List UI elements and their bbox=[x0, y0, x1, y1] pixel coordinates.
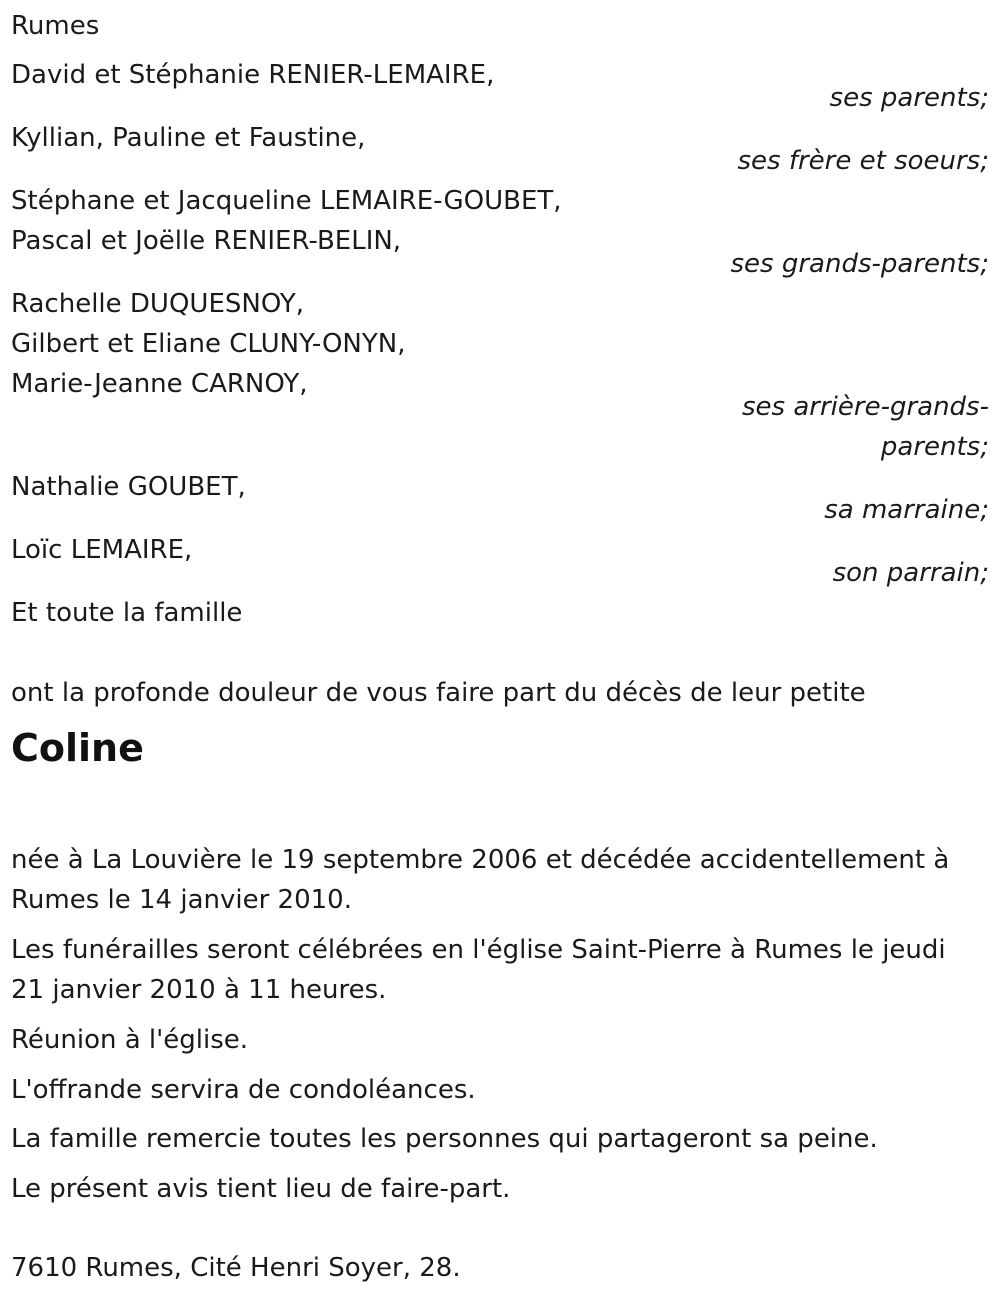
offering-line: L'offrande servira de condoléances. bbox=[11, 1075, 476, 1105]
closing-family-line: Et toute la famille bbox=[11, 598, 243, 628]
funeral-paragraph: Les funérailles seront célébrées en l'église Saint-Pierre à Rumes le jeudi 21 janvier 2010 à 11 heures. bbox=[11, 935, 946, 1005]
family-role-parents: ses parents; bbox=[829, 83, 989, 113]
notice-line: Le présent avis tient lieu de faire-part. bbox=[11, 1174, 511, 1204]
family-role-great-grandparents-line1: ses arrière-grands- bbox=[742, 392, 989, 422]
family-role-godfather: son parrain; bbox=[832, 558, 989, 588]
family-role-godmother: sa marraine; bbox=[824, 495, 989, 525]
deceased-name: Coline bbox=[11, 726, 144, 770]
family-name-line: Marie-Jeanne CARNOY, bbox=[11, 369, 308, 399]
family-role-siblings: ses frère et soeurs; bbox=[737, 146, 989, 176]
birth-death-paragraph: née à La Louvière le 19 septembre 2006 et décédée accidentellement à Rumes le 14 janvier 2010. bbox=[11, 845, 950, 915]
family-name-line: Kyllian, Pauline et Faustine, bbox=[11, 123, 366, 153]
address-line: 7610 Rumes, Cité Henri Soyer, 28. bbox=[11, 1253, 461, 1283]
family-name-line: Loïc LEMAIRE, bbox=[11, 535, 193, 565]
location-heading: Rumes bbox=[11, 11, 100, 41]
family-name-line: Pascal et Joëlle RENIER-BELIN, bbox=[11, 226, 402, 256]
family-name-line: Stéphane et Jacqueline LEMAIRE-GOUBET, bbox=[11, 186, 562, 216]
family-role-grandparents: ses grands-parents; bbox=[730, 249, 989, 279]
reunion-line: Réunion à l'église. bbox=[11, 1025, 249, 1055]
family-name-line: Rachelle DUQUESNOY, bbox=[11, 289, 305, 319]
announcement-text: ont la profonde douleur de vous faire part du décès de leur petite bbox=[11, 678, 866, 708]
family-name-line: David et Stéphanie RENIER-LEMAIRE, bbox=[11, 60, 495, 90]
family-name-line: Gilbert et Eliane CLUNY-ONYN, bbox=[11, 329, 406, 359]
thanks-line: La famille remercie toutes les personnes qui partageront sa peine. bbox=[11, 1124, 878, 1154]
family-role-great-grandparents-line2: parents; bbox=[880, 432, 989, 462]
family-name-line: Nathalie GOUBET, bbox=[11, 472, 246, 502]
